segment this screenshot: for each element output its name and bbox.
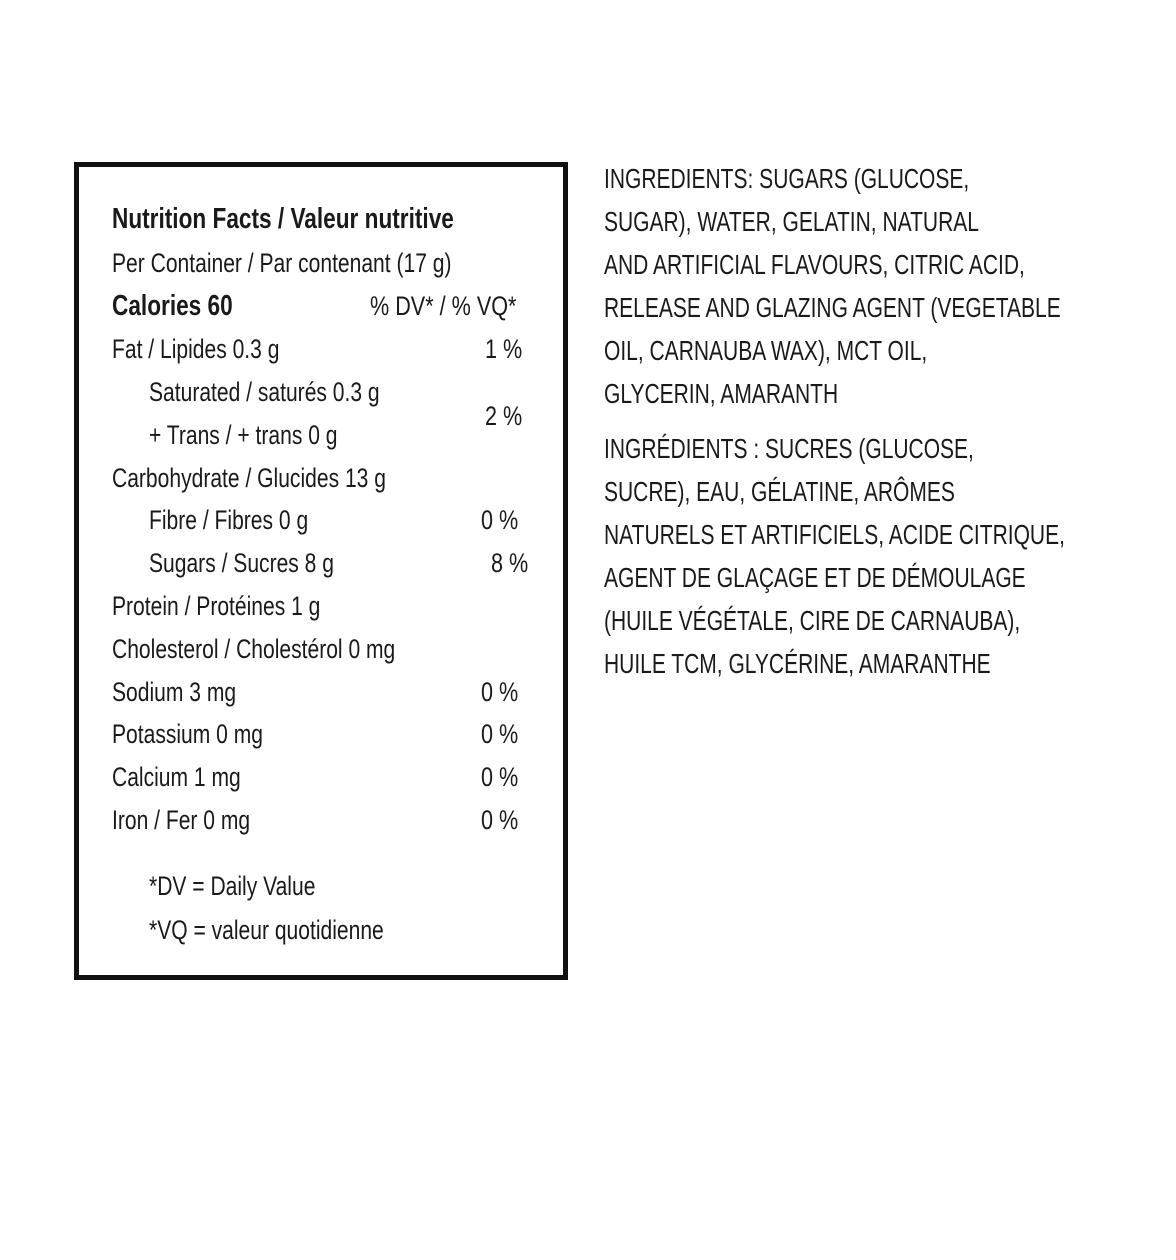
nutrient-calcium: Calcium 1 mg [112,762,241,792]
dv-potassium: 0 % [481,719,519,749]
nutrient-cholesterol: Cholesterol / Cholestérol 0 mg [112,634,396,664]
dv-sat-trans: 2 % [485,401,523,431]
serving-size: Per Container / Par contenant (17 g) [112,248,452,278]
footnote-vq: *VQ = valeur quotidienne [149,915,384,945]
ingredients-fr-line: AGENT DE GLAÇAGE ET DE DÉMOULAGE [604,562,1026,593]
ingredients-en-line: RELEASE AND GLAZING AGENT (VEGETABLE [604,292,1061,323]
footnote-dv: *DV = Daily Value [149,871,316,901]
ingredients-en-line: GLYCERIN, AMARANTH [604,378,839,409]
dv-sugars: 8 % [491,548,529,578]
nutrient-sugars: Sugars / Sucres 8 g [149,548,334,578]
ingredients-fr-line: SUCRE), EAU, GÉLATINE, ARÔMES [604,476,955,507]
dv-calcium: 0 % [481,762,519,792]
dv-header: % DV* / % VQ* [370,291,517,321]
calories: Calories 60 [112,290,233,322]
ingredients-en-line: AND ARTIFICIAL FLAVOURS, CITRIC ACID, [604,249,1025,280]
nutrient-sodium: Sodium 3 mg [112,677,237,707]
nutrient-fat: Fat / Lipides 0.3 g [112,334,280,364]
ingredients-en-line: SUGAR), WATER, GELATIN, NATURAL [604,206,979,237]
nutrient-potassium: Potassium 0 mg [112,719,263,749]
ingredients-fr-line: NATURELS ET ARTIFICIELS, ACIDE CITRIQUE, [604,519,1065,550]
nutrient-protein: Protein / Protéines 1 g [112,591,321,621]
ingredients-english [604,157,1061,415]
nutrient-fibre: Fibre / Fibres 0 g [149,505,309,535]
nutrient-saturated: Saturated / saturés 0.3 g [149,377,380,407]
ingredients-fr-line: (HUILE VÉGÉTALE, CIRE DE CARNAUBA), [604,605,1021,636]
ingredients-french [604,427,1065,685]
nutrient-trans: + Trans / + trans 0 g [149,420,338,450]
ingredients-en-line: INGREDIENTS: SUGARS (GLUCOSE, [604,163,970,194]
dv-fat: 1 % [485,334,523,364]
nutrient-iron: Iron / Fer 0 mg [112,805,251,835]
dv-iron: 0 % [481,805,519,835]
dv-sodium: 0 % [481,677,519,707]
nutrient-carbohydrate: Carbohydrate / Glucides 13 g [112,463,386,493]
ingredients-fr-line: HUILE TCM, GLYCÉRINE, AMARANTHE [604,648,991,679]
ingredients-en-line: OIL, CARNAUBA WAX), MCT OIL, [604,335,928,366]
ingredients-fr-line: INGRÉDIENTS : SUCRES (GLUCOSE, [604,433,974,464]
dv-fibre: 0 % [481,505,519,535]
nutrition-title: Nutrition Facts / Valeur nutritive [112,203,454,235]
